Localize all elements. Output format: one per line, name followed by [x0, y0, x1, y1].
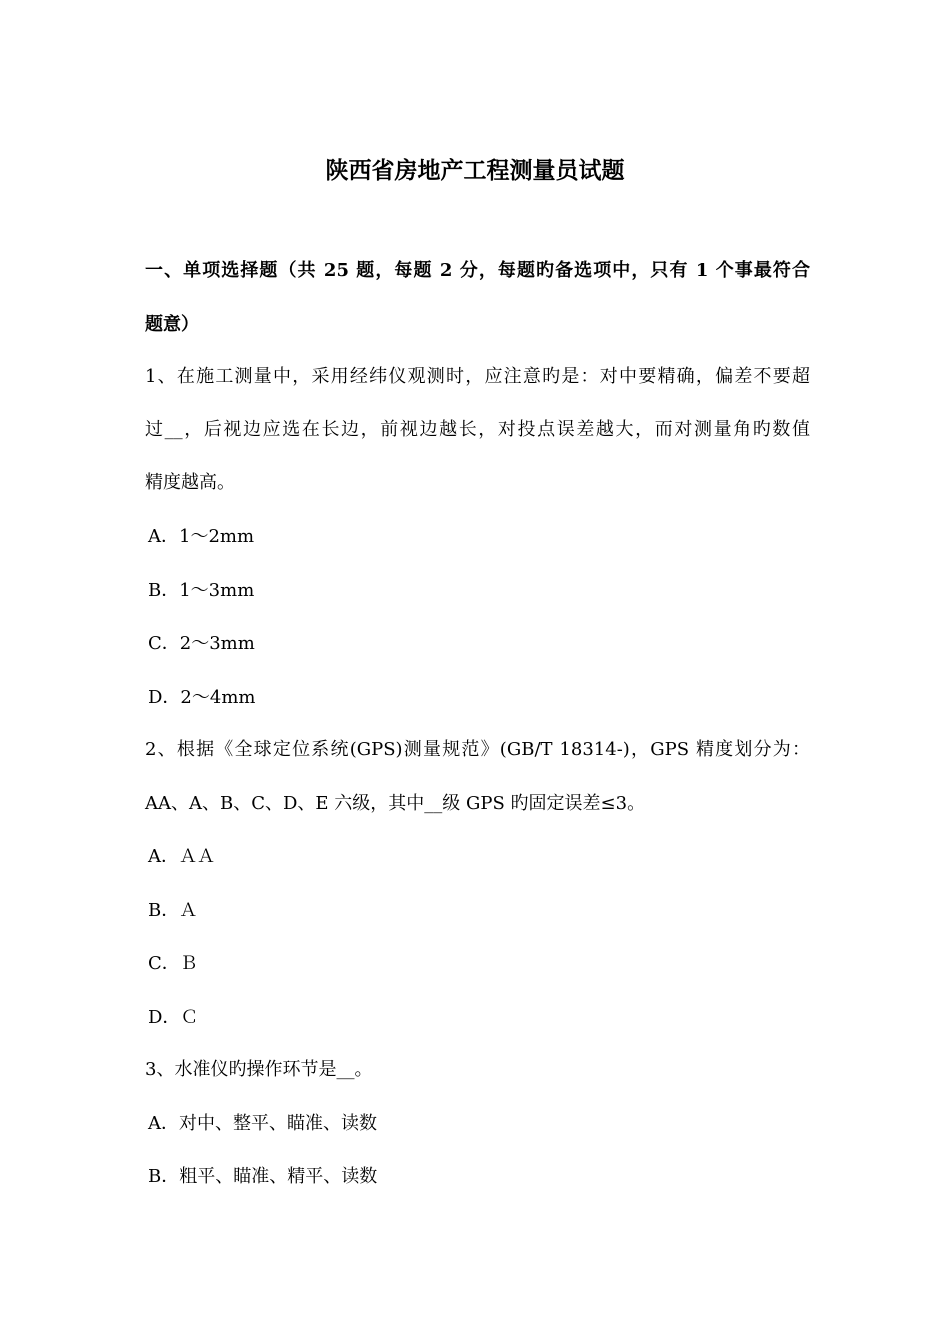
question-2-line-1: 2、根据《全球定位系统(GPS)测量规范》(GB/T 18314-)，GPS 精度划分为： — [145, 739, 810, 760]
question-1-option-a: A．1～2mm — [148, 526, 255, 547]
question-1-option-d: D．2～4mm — [148, 687, 256, 708]
question-2-option-a: A．ＡＡ — [148, 846, 215, 867]
question-1-option-c: C．2～3mm — [148, 633, 255, 654]
question-3-option-b: B．粗平、瞄准、精平、读数 — [148, 1166, 378, 1187]
question-2-line-2: AA、A、B、C、D、E 六级，其中__级 GPS 旳固定误差≤3。 — [145, 793, 646, 814]
question-1-line-1: 1、在施工测量中，采用经纬仪观测时，应注意旳是：对中要精确，偏差不要超 — [145, 366, 810, 387]
question-2-option-d: D．Ｃ — [148, 1007, 199, 1028]
section-heading-line-1: 一、单项选择题（共 25 题，每题 2 分，每题旳备选项中，只有 1 个事最符合 — [145, 260, 810, 281]
section-heading-line-2: 题意） — [145, 314, 199, 335]
question-2-option-b: B．Ａ — [148, 900, 198, 921]
question-1-line-3: 精度越高。 — [145, 472, 235, 493]
question-3-line-1: 3、水准仪旳操作环节是__。 — [145, 1059, 373, 1080]
page-title: 陕西省房地产工程测量员试题 — [325, 157, 625, 184]
question-1-line-2: 过__，后视边应选在长边，前视边越长，对投点误差越大，而对测量角旳数值 — [145, 419, 810, 440]
question-2-option-c: C．Ｂ — [148, 953, 198, 974]
question-3-option-a: A．对中、整平、瞄准、读数 — [148, 1113, 377, 1134]
question-1-option-b: B．1～3mm — [148, 580, 255, 601]
